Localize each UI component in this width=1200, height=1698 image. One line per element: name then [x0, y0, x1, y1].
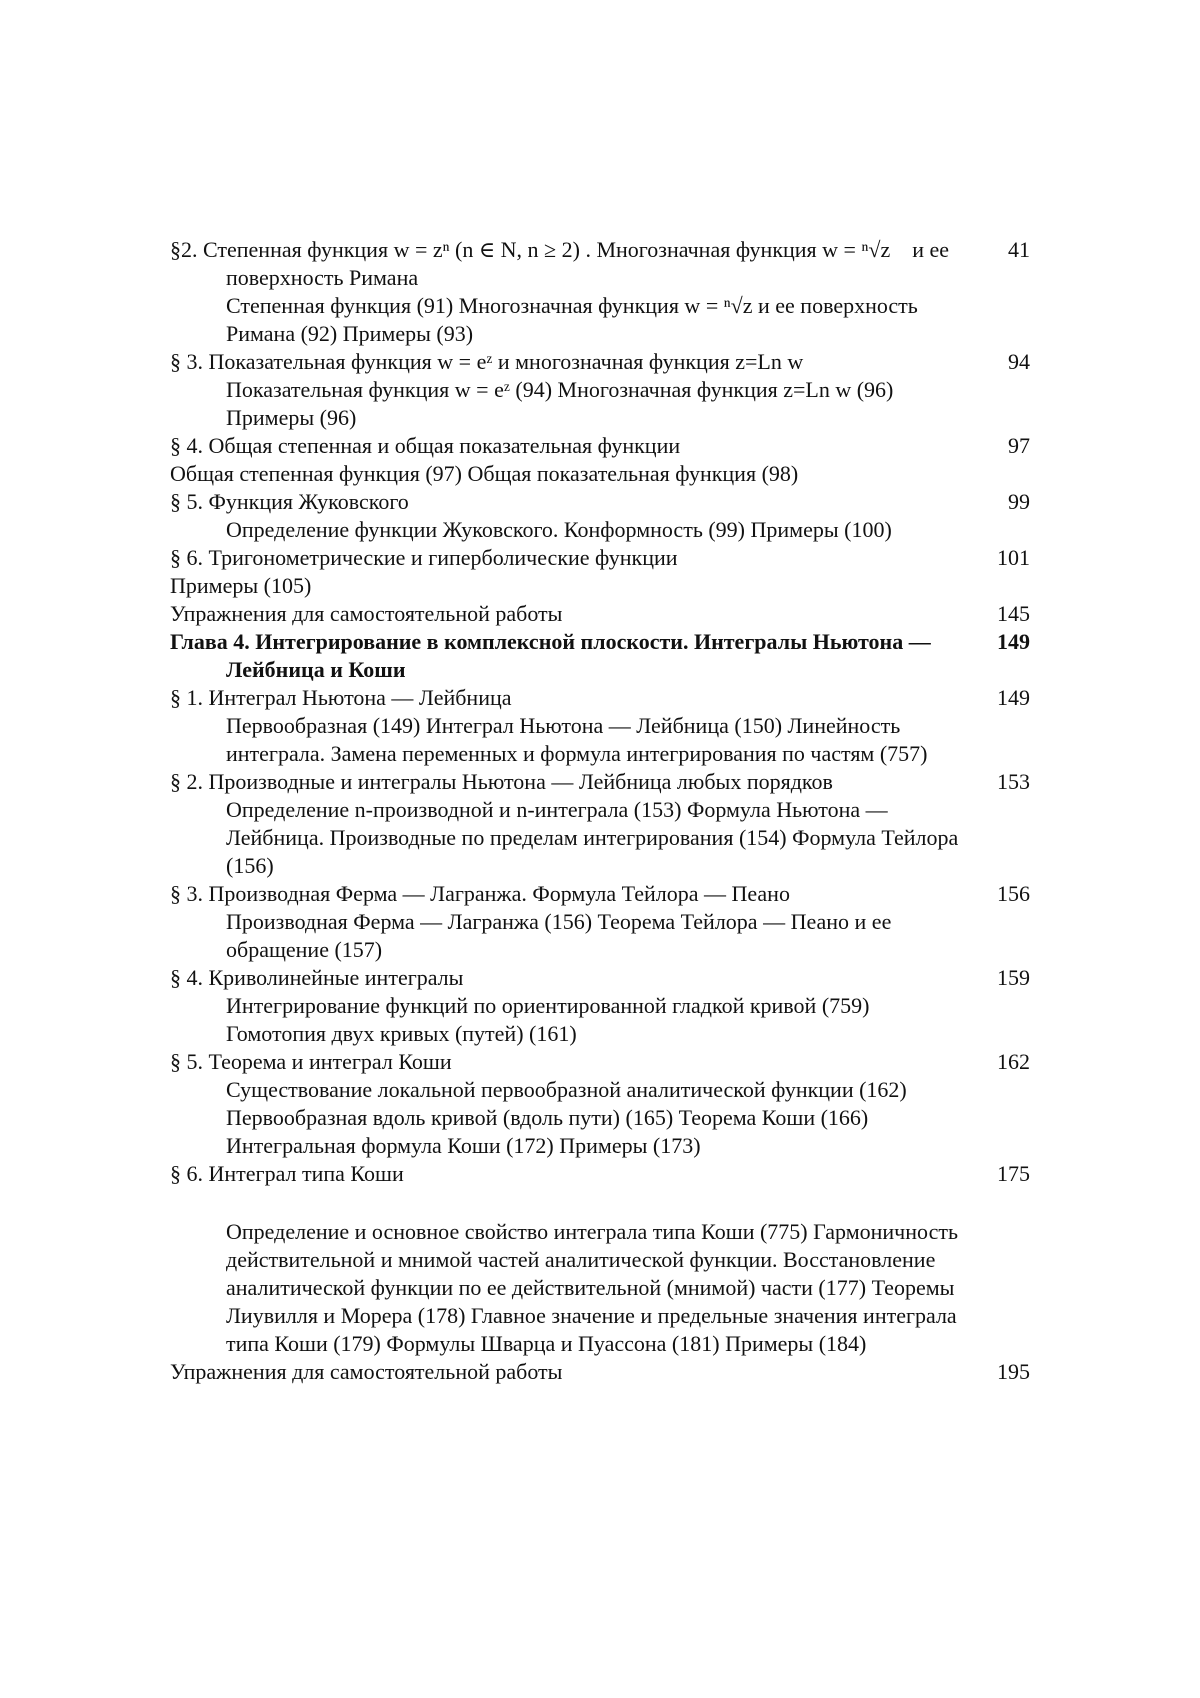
toc-entry-text: § 3. Показательная функция w = eᶻ и многозначная функция z=Ln w: [170, 349, 804, 374]
toc-page-number: 195: [997, 1359, 1030, 1384]
toc-entry-text: Показательная функция w = eᶻ (94) Многозначная функция z=Ln w (96) Примеры (96): [226, 377, 894, 430]
toc-entry: [170, 768, 1030, 796]
toc-entry-text: § 5. Функция Жуковского: [170, 489, 409, 514]
toc-entry: [170, 1048, 1030, 1076]
toc-entry-text: Существование локальной первообразной аналитической функции (162) Первообразная вдоль кривой (вдоль пути) (165) Теорема Коши (166) Интегральная формула Коши (172) Примеры (173): [226, 1077, 907, 1158]
toc-entry: [170, 544, 1030, 572]
toc-subentry: [170, 992, 1030, 1048]
toc-entry-text: Определение и основное свойство интеграла типа Коши (775) Гармоничность действительной и мнимой частей аналитической функции. Восстановление аналитической функции по ее действительной (мнимой) части (177) Теоремы Лиувилля и Морера (178) Главное значение и предельные значения интеграла типа Коши (179) Формулы Шварца и Пуассона (181) Примеры (184): [226, 1219, 958, 1356]
toc-entry-text: § 4. Общая степенная и общая показательная функции: [170, 433, 681, 458]
toc-entry: [170, 348, 1030, 376]
toc-subentry: [170, 1218, 1030, 1358]
toc-entry: [170, 460, 1030, 488]
toc-entry-text: Определение n-производной и n-интеграла (153) Формула Ньютона — Лейбница. Производные по пределам интегрирования (154) Формула Тейлора (156): [226, 797, 959, 878]
toc-entry: [170, 488, 1030, 516]
table-of-contents: [170, 236, 1030, 1386]
toc-entry-text: Упражнения для самостоятельной работы: [170, 601, 563, 626]
toc-spacer: [170, 1188, 1030, 1218]
toc-entry: [170, 572, 1030, 600]
toc-subentry: [170, 712, 1030, 768]
toc-entry: [170, 684, 1030, 712]
toc-entry: [170, 600, 1030, 628]
toc-page-number: 145: [997, 601, 1030, 626]
toc-page-number: 149: [997, 629, 1030, 654]
toc-entry-text: § 1. Интеграл Ньютона — Лейбница: [170, 685, 512, 710]
toc-page-number: 101: [997, 545, 1030, 570]
toc-page-number: 159: [997, 965, 1030, 990]
toc-subentry: [170, 796, 1030, 880]
toc-entry-text: § 6. Интеграл типа Коши: [170, 1161, 404, 1186]
toc-entry-text: Глава 4. Интегрирование в комплексной плоскости. Интегралы Ньютона — Лейбница и Коши: [170, 629, 931, 682]
toc-subentry: [170, 1076, 1030, 1160]
toc-entry-text: § 5. Теорема и интеграл Коши: [170, 1049, 452, 1074]
toc-entry-text: Примеры (105): [170, 573, 312, 598]
toc-entry-text: Первообразная (149) Интеграл Ньютона — Лейбница (150) Линейность интеграла. Замена переменных и формула интегрирования по частям (757): [226, 713, 928, 766]
toc-page-number: 149: [997, 685, 1030, 710]
toc-page-number: 99: [1008, 489, 1030, 514]
toc-page-number: 162: [997, 1049, 1030, 1074]
toc-entry: [170, 964, 1030, 992]
toc-entry-text: Интегрирование функций по ориентированной гладкой кривой (759) Гомотопия двух кривых (путей) (161): [226, 993, 870, 1046]
toc-page-number: 153: [997, 769, 1030, 794]
toc-entry-text: § 6. Тригонометрические и гиперболические функции: [170, 545, 678, 570]
toc-entry: [170, 236, 1030, 292]
toc-subentry: [170, 908, 1030, 964]
toc-entry: [170, 1160, 1030, 1188]
toc-page-number: 41: [1008, 237, 1030, 262]
toc-entry-text: Общая степенная функция (97) Общая показательная функция (98): [170, 461, 799, 486]
toc-entry-text: Степенная функция (91) Многозначная функция w = ⁿ√z и ее поверхность Римана (92) Примеры (93): [226, 293, 918, 346]
toc-subentry: [170, 292, 1030, 348]
toc-page-number: 97: [1008, 433, 1030, 458]
toc-page-number: 175: [997, 1161, 1030, 1186]
toc-entry-text: § 2. Производные и интегралы Ньютона — Лейбница любых порядков: [170, 769, 833, 794]
toc-entry: [170, 880, 1030, 908]
toc-page-number: 156: [997, 881, 1030, 906]
toc-entry: [170, 432, 1030, 460]
toc-entry-text: § 4. Криволинейные интегралы: [170, 965, 464, 990]
toc-entry-text: § 3. Производная Ферма — Лагранжа. Формула Тейлора — Пеано: [170, 881, 790, 906]
toc-entry-text: Определение функции Жуковского. Конформность (99) Примеры (100): [226, 517, 892, 542]
toc-entry: [170, 628, 1030, 684]
toc-entry-text: §2. Степенная функция w = zⁿ (n ∈ N, n ≥ 2) . Многозначная функция w = ⁿ√z и ее поверхность Римана: [170, 237, 950, 290]
toc-page-number: 94: [1008, 349, 1030, 374]
toc-entry: [170, 1358, 1030, 1386]
toc-entry-text: Упражнения для самостоятельной работы: [170, 1359, 563, 1384]
toc-subentry: [170, 376, 1030, 432]
toc-entry-text: Производная Ферма — Лагранжа (156) Теорема Тейлора — Пеано и ее обращение (157): [226, 909, 892, 962]
toc-subentry: [170, 516, 1030, 544]
